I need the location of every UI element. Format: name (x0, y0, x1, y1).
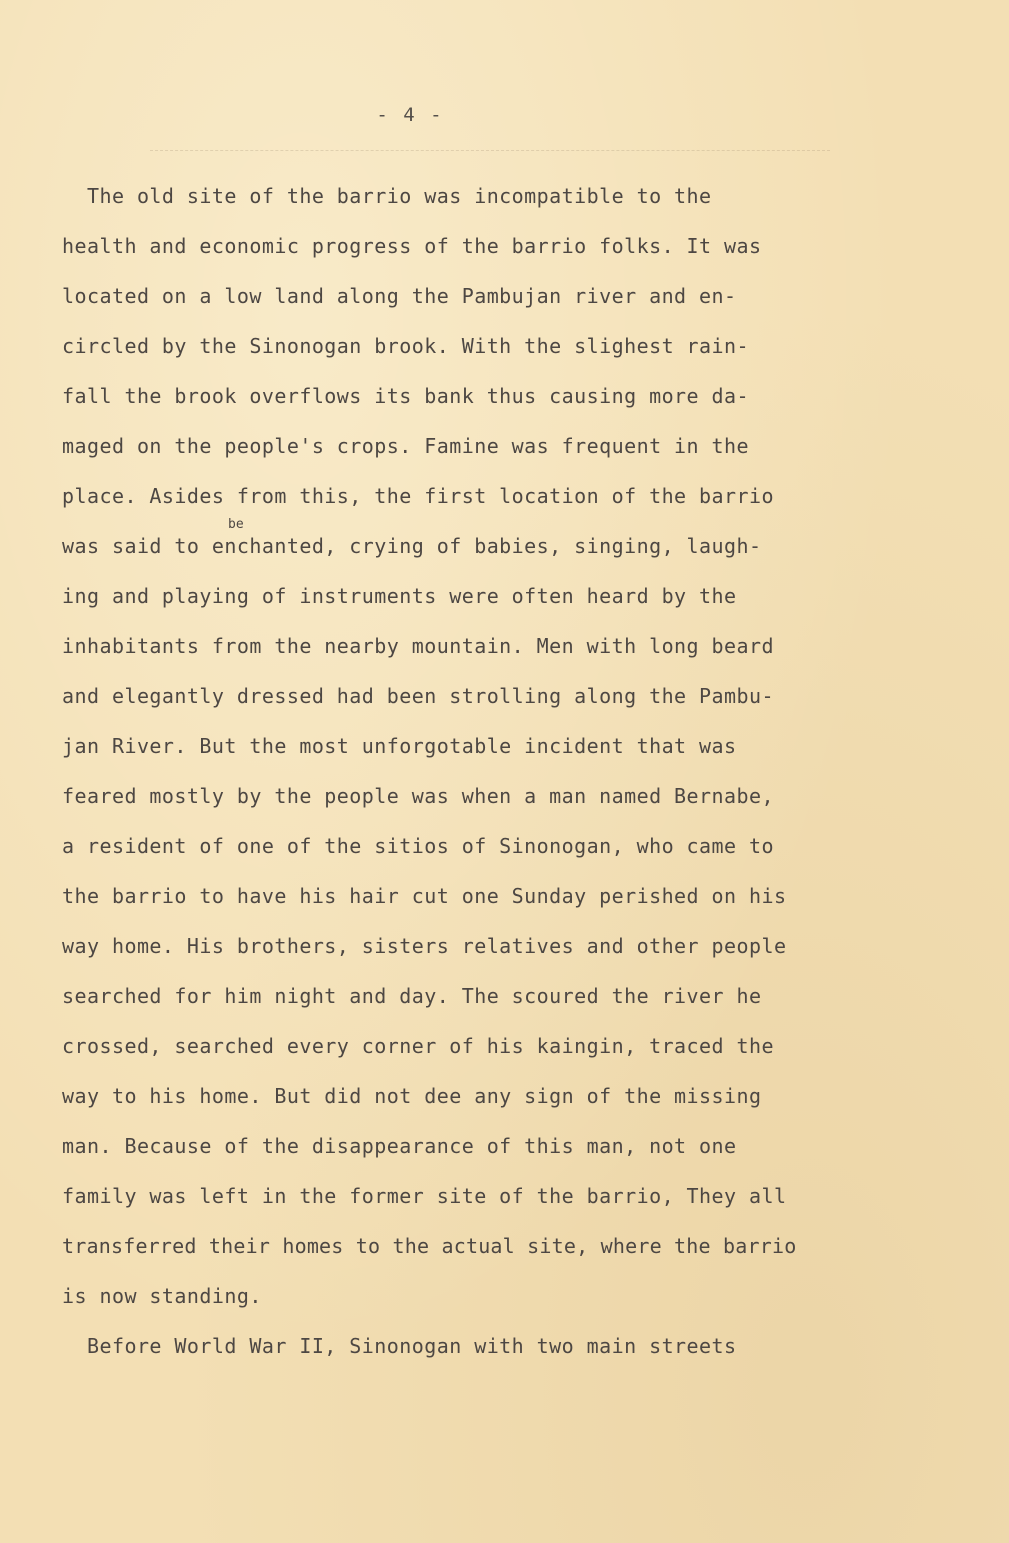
text-line: circled by the Sinonogan brook. With the slighest rain- (62, 334, 750, 358)
faint-rule (150, 150, 830, 152)
text-line: man. Because of the disappearance of this man, not one (62, 1134, 737, 1158)
text-line: searched for him night and day. The scoured the river he (62, 984, 762, 1008)
text-line: transferred their homes to the actual site, where the barrio (62, 1234, 797, 1258)
interlinear-insertion: be (228, 517, 244, 532)
text-line: is now standing. (62, 1284, 262, 1308)
text-line: feared mostly by the people was when a man named Bernabe, (62, 784, 774, 808)
text-line: crossed, searched every corner of his kaingin, traced the (62, 1034, 774, 1058)
text-line: located on a low land along the Pambujan river and en- (62, 284, 737, 308)
text-line: fall the brook overflows its bank thus causing more da- (62, 384, 750, 408)
text-line: ing and playing of instruments were often heard by the (62, 584, 737, 608)
text-line: jan River. But the most unforgotable incident that was (62, 734, 737, 758)
text-line: inhabitants from the nearby mountain. Men with long beard (62, 634, 774, 658)
text-line: the barrio to have his hair cut one Sunday perished on his (62, 884, 787, 908)
text-line: a resident of one of the sitios of Sinonogan, who came to (62, 834, 774, 858)
text-line: and elegantly dressed had been strolling along the Pambu- (62, 684, 774, 708)
text-line: family was left in the former site of the barrio, They all (62, 1184, 787, 1208)
text-line: Before World War II, Sinonogan with two main streets (62, 1334, 737, 1358)
text-line: way home. His brothers, sisters relatives and other people (62, 934, 787, 958)
text-line: The old site of the barrio was incompatible to the (62, 184, 712, 208)
text-line: way to his home. But did not dee any sign of the missing (62, 1084, 762, 1108)
text-line: place. Asides from this, the first location of the barrio (62, 484, 774, 508)
text-line: health and economic progress of the barrio folks. It was (62, 234, 762, 258)
text-line: maged on the people's crops. Famine was frequent in the (62, 434, 750, 458)
text-line: was said to enchanted, crying of babies, singing, laugh- (62, 534, 762, 558)
page-number: - 4 - (376, 104, 444, 126)
